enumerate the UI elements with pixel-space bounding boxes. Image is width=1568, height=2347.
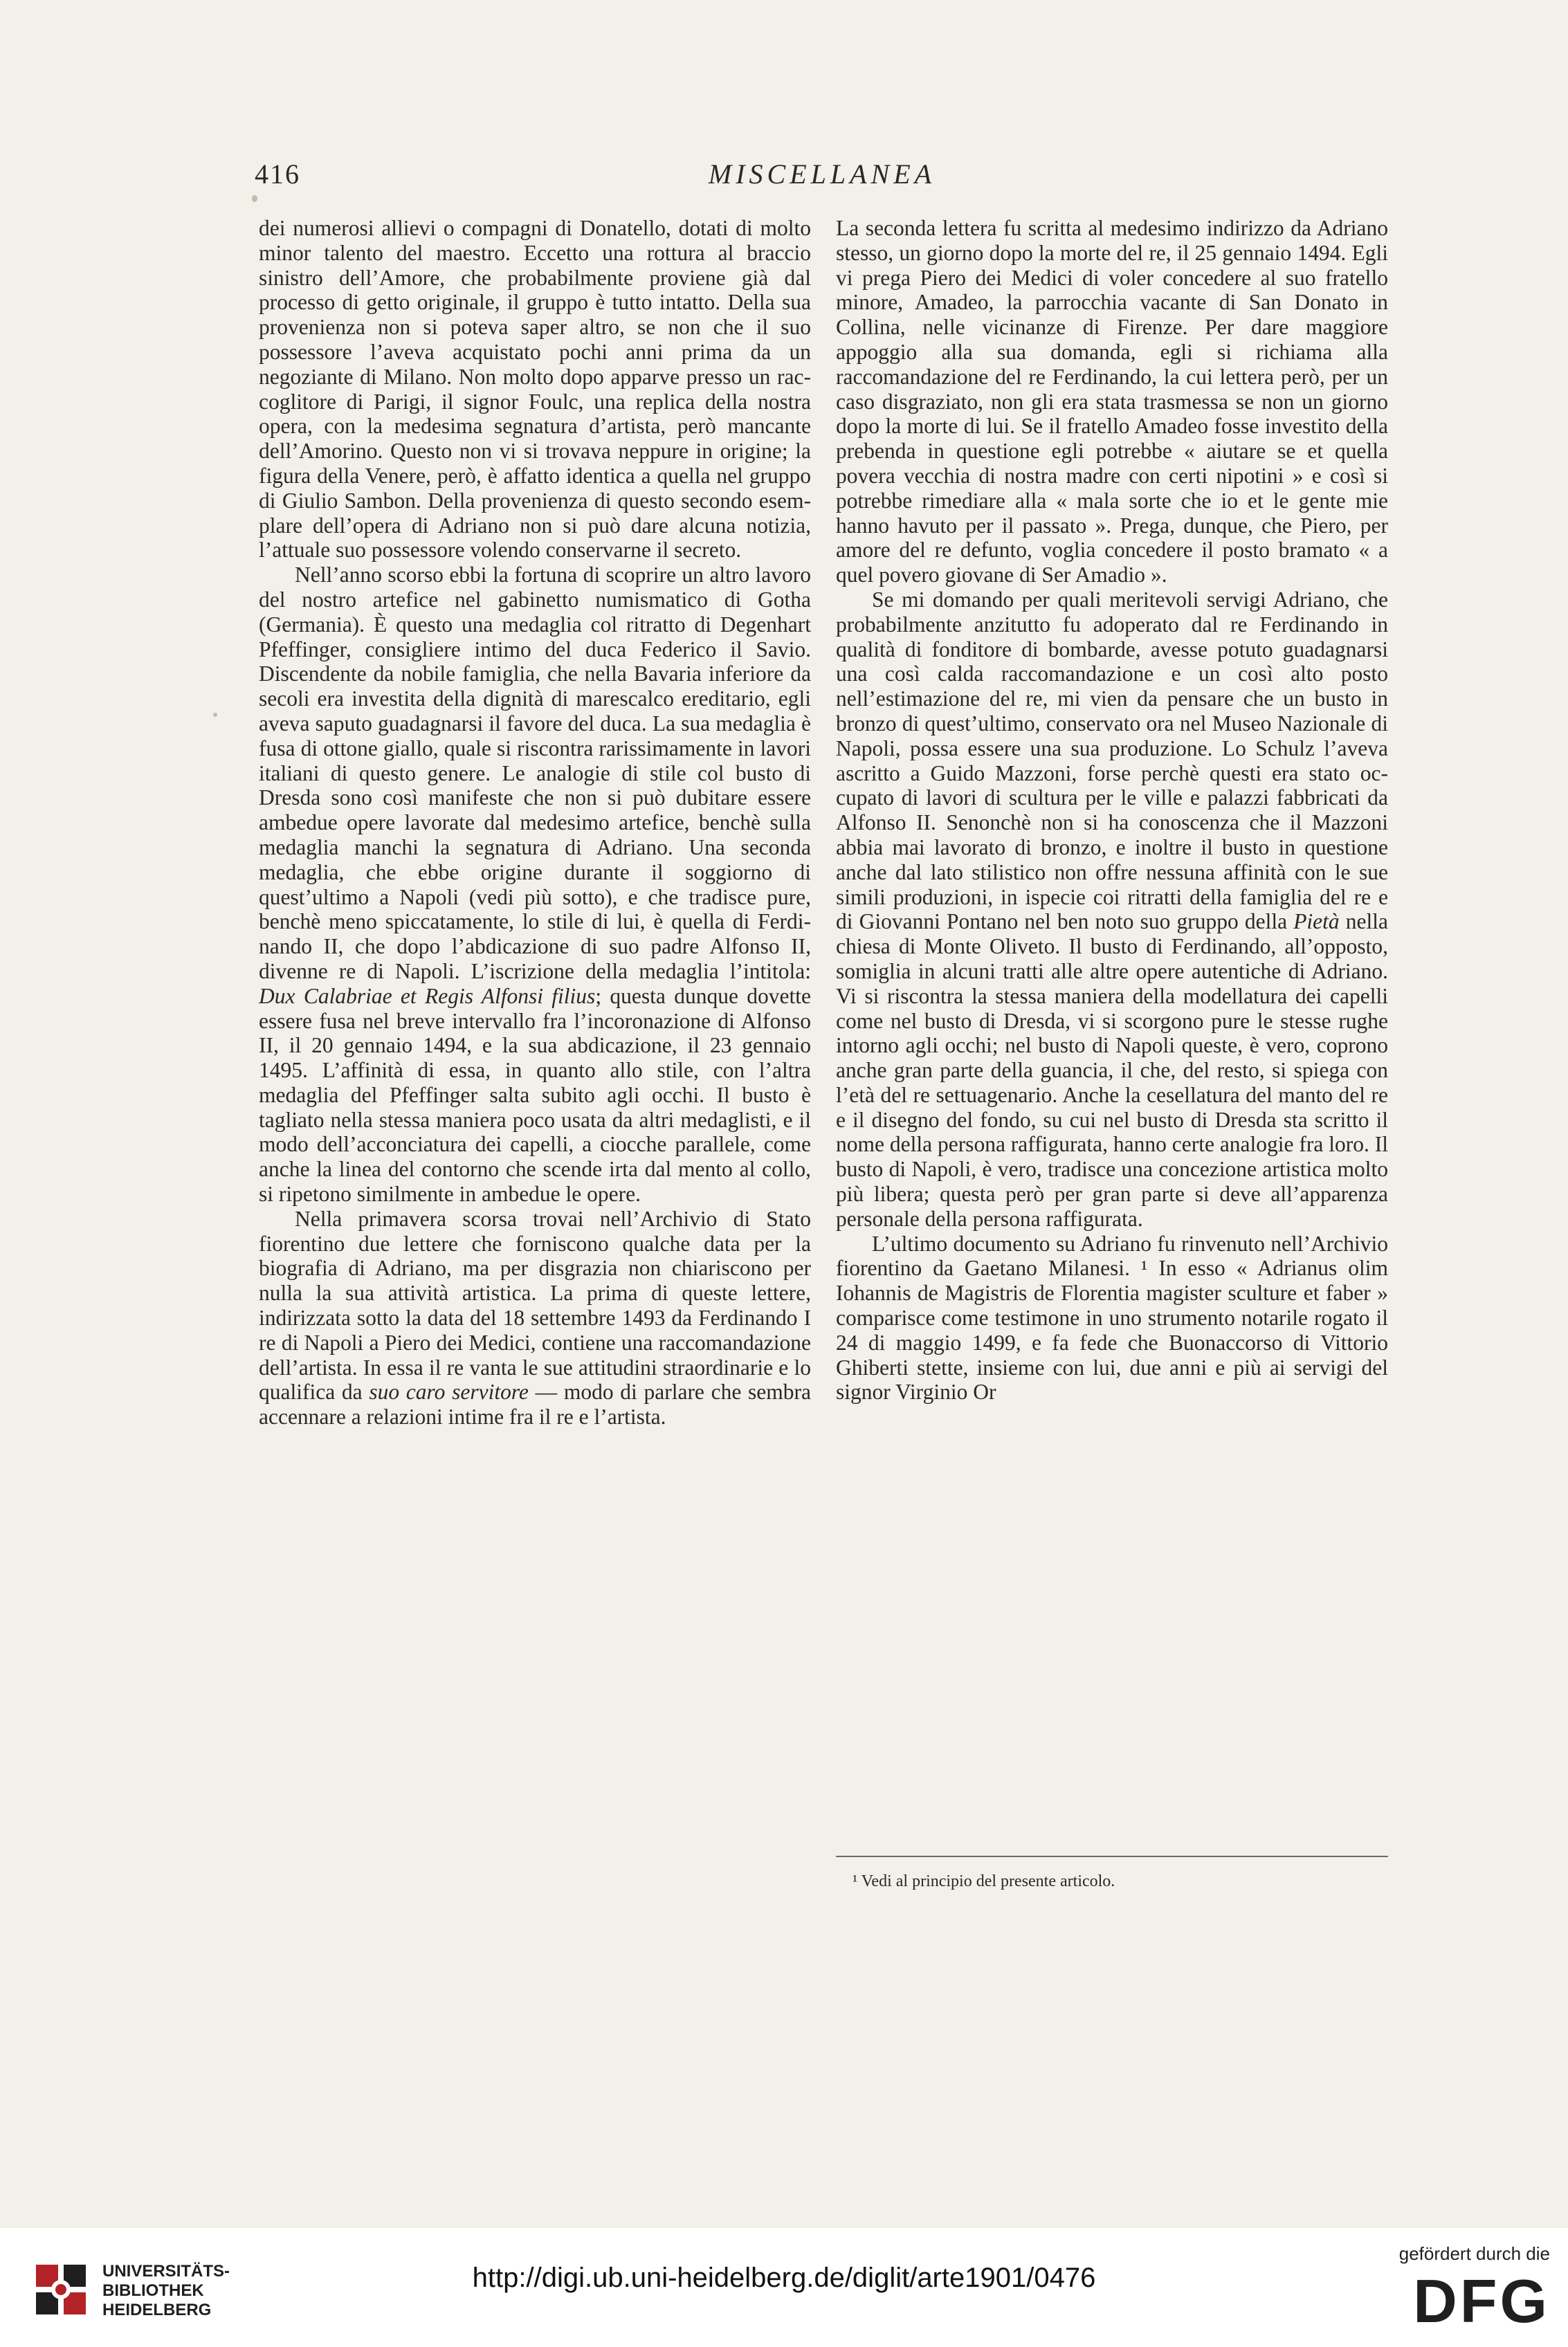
paper-speck	[213, 713, 217, 717]
left-column	[259, 216, 811, 1430]
paragraph: Nella primavera scorsa trovai nell’Archivio di Stato fiorentino due lettere che forniscono qualche data per la biografia di Adriano, ma per disgrazia non chiariscono per nulla la sua attività artistica. La prima di queste lettere, indirizzata sotto la data del 18 settembre 1493 da Ferdinando I re di Napoli a Piero dei Medici, contiene una raccomandazione dell’artista. In essa il re vanta le sue attitudini straordinarie e lo qualifica da suo caro servitore — modo di parlare che sembra accennare a relazioni intime fra il re e l’artista.	[259, 1206, 812, 1430]
paragraph: La seconda lettera fu scritta al medesimo indirizzo da Adriano stesso, un giorno dopo la morte del re, il 25 gennaio 1494. Egli vi prega Piero dei Medici di voler concedere al suo fratello minore, Amadeo, la parrocchia vacante di San Donato in Collina, nelle vicinanze di Firenze. Per dare maggiore appoggio alla sua domanda, egli si richiama alla raccomandazione del re Ferdinando, la cui lettera però, per un caso disgraziato, non gli era stata trasmessa se non un giorno dopo la morte di lui. Se il fratello Amadeo fosse investito della prebenda in questione egli potrebbe « aiutare se et quella povera vecchia di nostra madre con certi nipotini » e così si potrebbe rimediare alla « mala sorte che io et le gente mie hanno havuto per il passato ». Prega, dunque, che Piero, per amore del re defunto, voglia concedere il posto bramato « a quel povero giovane di Ser Amadio ».	[836, 216, 1388, 587]
library-name-line: BIBLIOTHEK	[102, 2281, 204, 2300]
library-name-line: HEIDELBERG	[102, 2301, 212, 2319]
italic-phrase: Dux Calabriae et Regis Alfonsi filius	[259, 983, 596, 1008]
paper-speck	[252, 195, 257, 202]
dfg-logo: DFG	[1413, 2267, 1550, 2335]
footnote-divider	[836, 1856, 1388, 1857]
page-header	[255, 158, 1389, 199]
italic-phrase: suo caro servitore	[369, 1380, 529, 1405]
library-name-line: UNIVERSITÄTS-	[102, 2262, 230, 2281]
italic-phrase: Pietà	[1293, 909, 1340, 934]
footnote: ¹ Vedi al principio del presente articolo.	[853, 1872, 1115, 1890]
page-number: 416	[255, 158, 300, 190]
paragraph: Nell’anno scorso ebbi la fortuna di scoprire un altro lavoro del nostro artefice nel gabinetto numismatico di Gotha (Germania). È questo una medaglia col ritratto di Degenhart Pfeffinger, consigliere intimo del duca Federico il Savio. Discendente da nobile famiglia, che nella Bavaria inferiore da secoli era investita della dignità di marescalco ereditario, egli aveva saputo guadagnarsi il favore del duca. La sua medaglia è fusa di ottone giallo, quale si riscontra rarissimamente in lavori italiani di questo genere. Le analogie di stile col busto di Dresda sono così manifeste che non si può dubitare essere ambedue opere lavorate dal medesimo artefice, benchè sulla medaglia manchi la segnatura di Adriano. Una seconda medaglia, che ebbe origine durante il soggiorno di quest’ultimo a Napoli (vedi più sotto), e che tradisce pure, benchè meno spiccatamente, lo stile di lui, è quella di Ferdinando II, che dopo l’abdicazione di suo padre Alfonso II, divenne re di Napoli. L’iscrizione della medaglia l’intitola: Dux Calabriae et Regis Alfonsi filius; questa dunque dovette essere fusa nel breve intervallo fra l’incoronazione di Alfonso II, il 20 gennaio 1494, e la sua abdicazione, il 23 gennaio 1495. L’affinità di essa, in quanto allo stile, con l’altra medaglia del Pfeffinger salta subito agli occhi. Il busto è tagliato nella stessa maniera poco usata da altri medaglisti, e il modo dell’acconciatura dei capelli, a ciocche parallele, come anche la linea del contorno che scende irta dal mento al collo, si ripetono similmente in ambedue le opere.	[259, 563, 812, 1207]
paragraph: Se mi domando per quali meritevoli servigi Adriano, che probabilmente anzitutto fu adoperato dal re Ferdinando in qualità di fonditore di bombarde, avesse potuto guadagnarsi una così calda raccomandazione e un così alto posto nell’estimazione del re, mi vien da pensare che un busto in bronzo di quest’ultimo, conservato ora nel Museo Nazionale di Napoli, possa essere una sua produzione. Lo Schulz l’aveva ascritto a Guido Mazzoni, forse perchè questi era stato occupato di lavori di scultura per le ville e palazzi fabbricati da Alfonso II. Senonchè non si ha conoscenza che il Mazzoni abbia mai lavorato di bronzo, e inoltre il busto in questione anche dal lato stilistico non offre nessuna affinità con le sue simili produzioni, in ispecie coi ritratti della famiglia del re e di Giovanni Pontano nel ben noto suo gruppo della Pietà nella chiesa di Monte Oliveto. Il busto di Ferdinando, all’opposto, somiglia in alcuni tratti alle altre opere autentiche di Adriano. Vi si riscontra la stessa maniera della modellatura dei capelli come nel busto di Dresda, vi si scorgono pure le stesse rughe intorno agli occhi; nel busto di Napoli queste, è vero, coprono anche gran parte della guancia, il che, del resto, si spiega con l’età del re settuagenario. Anche la cesellatura del manto del re e il disegno del fondo, su cui nel busto di Dresda sta scritto il nome della persona raffigurata, hanno certe analogie fra loro. Il busto di Napoli, è vero, tradisce una concezione artistica molto più libera; questa però per gran parte si deve all’apparenza personale della persona raffigurata.	[836, 587, 1389, 1231]
paragraph: dei numerosi allievi o compagni di Donatello, dotati di molto minor talento del maestro. Eccetto una rottura al braccio sinistro dell’Amore, che probabilmente proviene già dal processo di getto originale, il gruppo è tutto intatto. Della sua provenienza non si poteva saper altro, se non che il suo possessore l’aveva acquistato pochi anni prima da un negoziante di Milano. Non molto dopo apparve presso un raccoglitore di Parigi, il signor Foulc, una replica della nostra opera, con la medesima segnatura d’artista, però mancante dell’Amorino. Questo non vi si trovava neppure in origine; la figura della Venere, però, è affatto identica a quella nel gruppo di Giulio Sambon. Della provenienza di questo secondo esemplare dell’opera di Adriano non si può dare alcuna notizia, l’attuale suo possessore volendo conservarne il secreto.	[259, 216, 811, 563]
sponsor-text: gefördert durch die	[1398, 2243, 1550, 2264]
right-column	[836, 216, 1388, 1405]
paragraph: L’ultimo documento su Adriano fu rinvenuto nell’Archivio fiorentino da Gaetano Milanesi. ¹ In esso « Adrianus olim Iohannis de Magistris de Florentia magister sculture et faber » comparisce come testimone in uno strumento notarile rogato il 24 di maggio 1499, e fa fede che Buonaccorso di Vittorio Ghiberti stette, insieme con lui, due anni e più ai servigi del signor Virginio Or	[836, 1231, 1388, 1405]
source-url-link[interactable]: http://digi.ub.uni-heidelberg.de/diglit/arte1901/0476	[472, 2263, 1096, 2293]
running-title: MISCELLANEA	[708, 158, 936, 190]
sponsor-logo[interactable]	[1363, 2239, 1550, 2336]
